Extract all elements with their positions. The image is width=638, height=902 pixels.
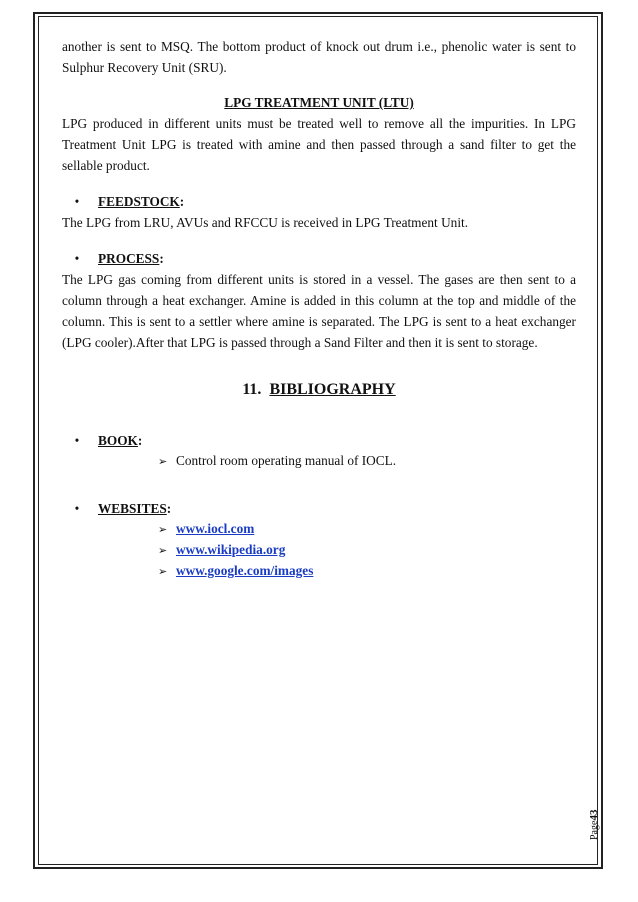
bibliography-heading — [62, 379, 576, 400]
page-content — [62, 36, 576, 582]
arrow-bullet-icon: ➢ — [158, 524, 168, 536]
arrow-bullet-icon: ➢ — [158, 566, 168, 578]
bullet-dot-icon: • — [74, 501, 80, 516]
book-bullet — [62, 430, 576, 451]
process-bullet — [62, 248, 576, 269]
feedstock-text: The LPG from LRU, AVUs and RFCCU is received in LPG Treatment Unit. — [62, 215, 469, 230]
bullet-dot-icon: • — [74, 251, 80, 266]
ltu-heading: LPG TREATMENT UNIT (LTU) — [224, 95, 414, 110]
intro-paragraph: another is sent to MSQ. The bottom product of knock out drum i.e., phenolic water is sent to Sulphur Recovery Unit (SRU). — [62, 39, 576, 75]
chapter-title: BIBLIOGRAPHY — [269, 381, 396, 398]
websites-bullet — [62, 498, 576, 519]
website-link-google-images[interactable]: www.google.com/images — [176, 563, 314, 578]
chapter-number: 11. — [242, 381, 262, 398]
website-link-iocl[interactable]: www.iocl.com — [176, 521, 255, 536]
ltu-paragraph: LPG produced in different units must be treated well to remove all the impurities. In LPG Treatment Unit LPG is treated with amine and then passed through a sand filter to get the sellable product. — [62, 116, 576, 173]
websites-colon: : — [166, 501, 172, 516]
website-item — [158, 519, 576, 540]
website-item — [158, 540, 576, 561]
book-colon: : — [137, 433, 143, 448]
book-item — [158, 451, 576, 472]
process-colon: : — [159, 251, 164, 266]
page-number-value: 43 — [588, 809, 600, 821]
website-item — [158, 561, 576, 582]
book-item-text: Control room operating manual of IOCL. — [176, 453, 397, 468]
websites-label: WEBSITES — [98, 501, 167, 516]
feedstock-label: FEEDSTOCK — [98, 194, 180, 209]
feedstock-colon: : — [179, 194, 185, 209]
page-word: Page — [589, 820, 600, 840]
process-label: PROCESS — [98, 251, 160, 266]
process-text: The LPG gas coming from different units is stored in a vessel. The gases are then sent to a column through a heat exchanger. Amine is added in this column at the top and middle of the column. This is sent to a settler where amine is separated. The LPG is sent to a heat exchanger (LPG cooler).After that LPG is passed through a Sand Filter and then it is sent to storage. — [62, 272, 576, 350]
book-label: BOOK — [98, 433, 138, 448]
website-link-wikipedia[interactable]: www.wikipedia.org — [176, 542, 286, 557]
bullet-dot-icon: • — [74, 194, 80, 209]
page-number — [588, 809, 628, 840]
bullet-dot-icon: • — [74, 433, 80, 448]
feedstock-bullet — [62, 191, 576, 212]
arrow-bullet-icon: ➢ — [158, 545, 168, 557]
arrow-bullet-icon: ➢ — [158, 456, 168, 468]
